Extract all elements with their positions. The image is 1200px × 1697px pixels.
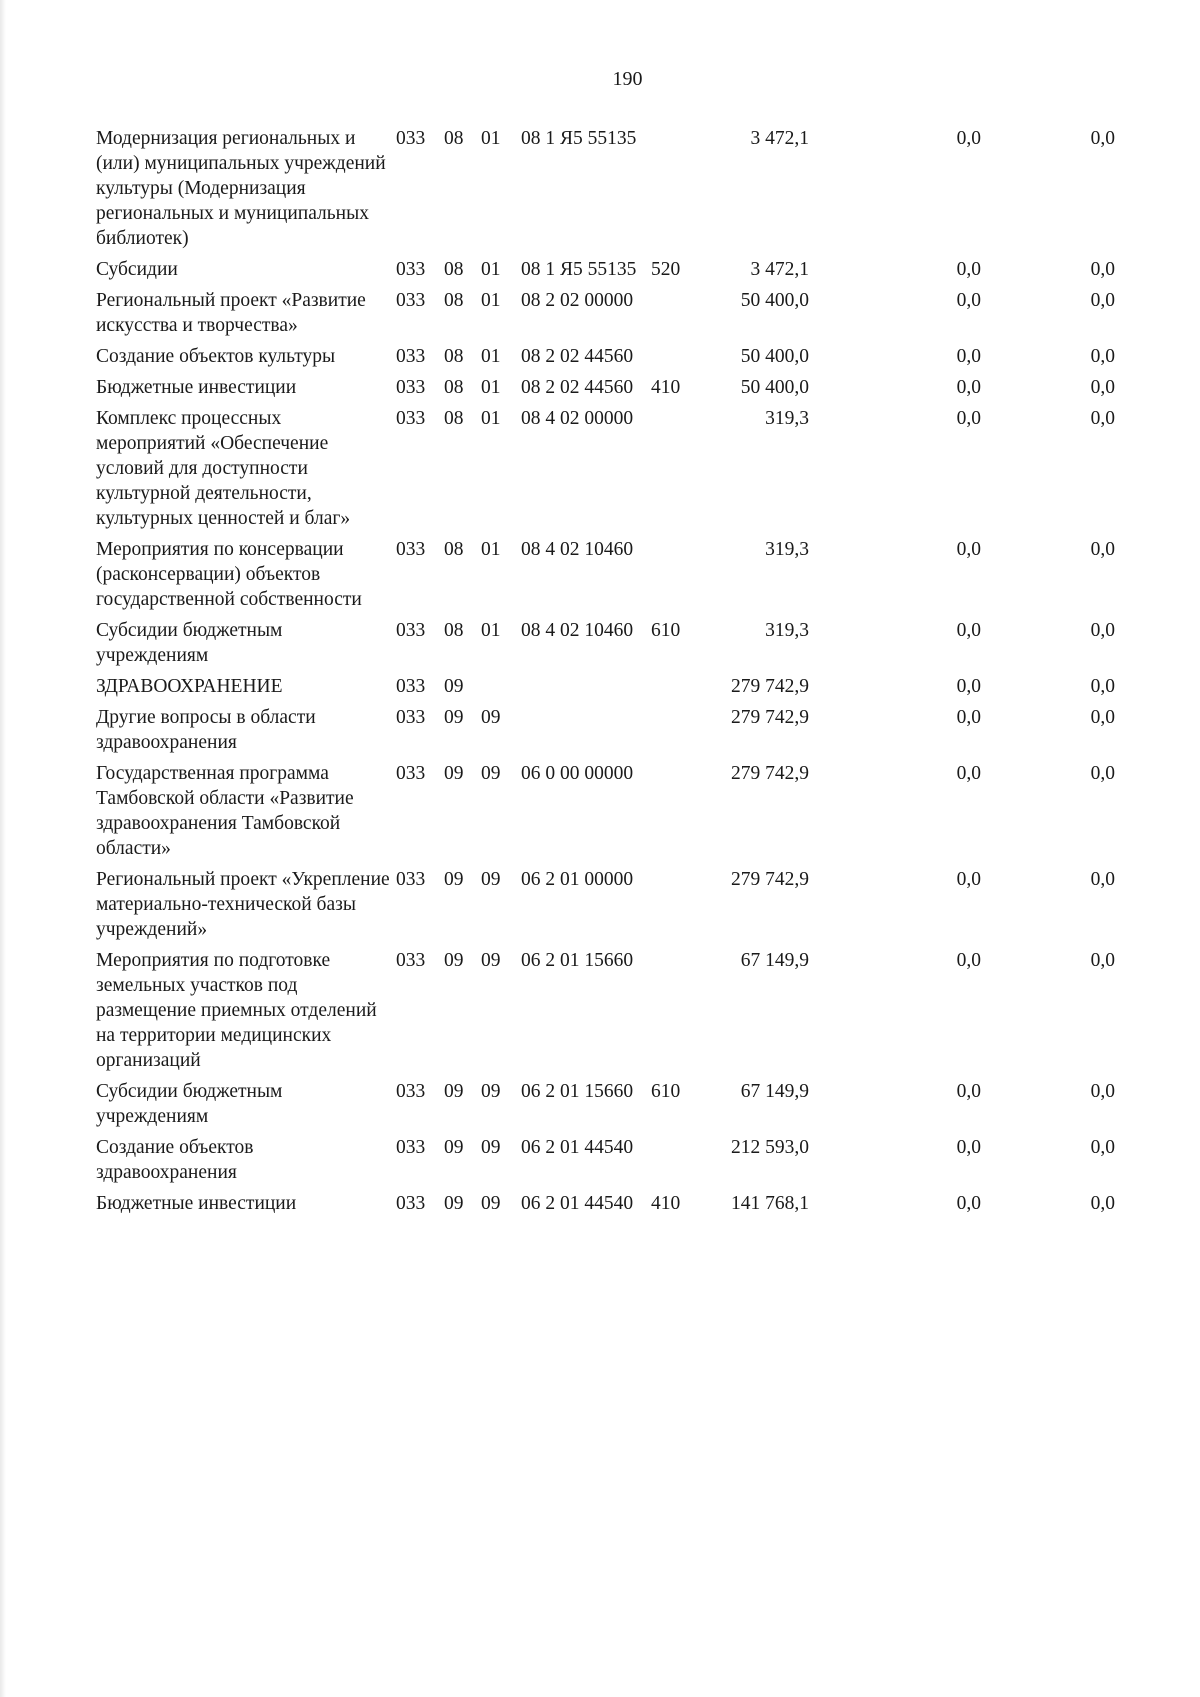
row-section-code: 09 bbox=[444, 1193, 464, 1214]
row-section-code: 09 bbox=[444, 950, 464, 971]
row-amount-3: 0,0 bbox=[1090, 259, 1115, 280]
row-target-code: 08 2 02 44560 bbox=[521, 377, 634, 398]
row-section-code: 08 bbox=[444, 377, 464, 398]
row-section-code: 08 bbox=[444, 128, 464, 149]
row-target-code bbox=[521, 705, 651, 755]
row-name: Региональный проект «Укрепление материально-технической базы учреждений» bbox=[96, 869, 390, 940]
row-subsection-code: 01 bbox=[481, 346, 501, 367]
row-amount-2: 0,0 bbox=[956, 377, 981, 398]
row-amount-3: 0,0 bbox=[1090, 290, 1115, 311]
table-row bbox=[96, 948, 1176, 1073]
row-ministry-code: 033 bbox=[396, 259, 426, 280]
row-amount-3: 0,0 bbox=[1090, 620, 1115, 641]
row-section-code: 09 bbox=[444, 676, 464, 697]
row-section-code: 09 bbox=[444, 763, 464, 784]
row-subsection-code: 01 bbox=[481, 539, 501, 560]
row-ministry-code: 033 bbox=[396, 950, 426, 971]
row-target-code: 06 0 00 00000 bbox=[521, 763, 634, 784]
row-section-code: 09 bbox=[444, 869, 464, 890]
row-name: Бюджетные инвестиции bbox=[96, 1193, 297, 1214]
row-amount-3: 0,0 bbox=[1090, 763, 1115, 784]
row-expense-type-code bbox=[651, 537, 701, 612]
row-target-code: 08 4 02 10460 bbox=[521, 539, 634, 560]
row-expense-type-code: 410 bbox=[651, 1193, 681, 1214]
row-amount-1: 279 742,9 bbox=[731, 869, 809, 890]
row-expense-type-code bbox=[651, 674, 701, 699]
row-amount-1: 319,3 bbox=[765, 408, 809, 429]
row-amount-2: 0,0 bbox=[956, 290, 981, 311]
row-target-code bbox=[521, 674, 651, 699]
row-ministry-code: 033 bbox=[396, 1137, 426, 1158]
row-subsection-code: 09 bbox=[481, 869, 501, 890]
row-ministry-code: 033 bbox=[396, 707, 426, 728]
table-row bbox=[96, 1191, 1176, 1216]
row-name: Мероприятия по подготовке земельных участков под размещение приемных отделений на территории медицинских организаций bbox=[96, 950, 377, 1071]
row-subsection-code: 09 bbox=[481, 1193, 501, 1214]
row-expense-type-code bbox=[651, 705, 701, 755]
row-amount-3: 0,0 bbox=[1090, 346, 1115, 367]
row-section-code: 09 bbox=[444, 1081, 464, 1102]
row-name: Бюджетные инвестиции bbox=[96, 377, 297, 398]
row-section-code: 09 bbox=[444, 1137, 464, 1158]
row-name: Модернизация региональных и (или) муниципальных учреждений культуры (Модернизация региональных и муниципальных библиотек) bbox=[96, 128, 386, 249]
row-ministry-code: 033 bbox=[396, 676, 426, 697]
row-amount-2: 0,0 bbox=[956, 707, 981, 728]
row-amount-1: 3 472,1 bbox=[750, 259, 809, 280]
row-expense-type-code bbox=[651, 288, 701, 338]
row-target-code: 06 2 01 15660 bbox=[521, 950, 634, 971]
table-row bbox=[96, 674, 1176, 699]
table-row bbox=[96, 1079, 1176, 1129]
row-amount-3: 0,0 bbox=[1090, 539, 1115, 560]
row-amount-1: 3 472,1 bbox=[750, 128, 809, 149]
row-amount-1: 50 400,0 bbox=[740, 290, 809, 311]
row-ministry-code: 033 bbox=[396, 539, 426, 560]
row-name: Мероприятия по консервации (расконсервации) объектов государственной собственности bbox=[96, 539, 362, 610]
row-ministry-code: 033 bbox=[396, 869, 426, 890]
row-section-code: 08 bbox=[444, 346, 464, 367]
row-name: Другие вопросы в области здравоохранения bbox=[96, 707, 316, 753]
row-ministry-code: 033 bbox=[396, 128, 426, 149]
row-ministry-code: 033 bbox=[396, 1193, 426, 1214]
row-expense-type-code bbox=[651, 406, 701, 531]
row-amount-3: 0,0 bbox=[1090, 869, 1115, 890]
row-name: Создание объектов культуры bbox=[96, 346, 336, 367]
row-amount-1: 50 400,0 bbox=[740, 377, 809, 398]
row-ministry-code: 033 bbox=[396, 377, 426, 398]
table-row bbox=[96, 1135, 1176, 1185]
row-subsection-code bbox=[481, 674, 521, 699]
row-subsection-code: 01 bbox=[481, 620, 501, 641]
row-target-code: 08 4 02 00000 bbox=[521, 408, 634, 429]
row-amount-3: 0,0 bbox=[1090, 707, 1115, 728]
row-target-code: 08 1 Я5 55135 bbox=[521, 259, 637, 280]
row-expense-type-code: 410 bbox=[651, 377, 681, 398]
row-section-code: 09 bbox=[444, 707, 464, 728]
row-subsection-code: 01 bbox=[481, 259, 501, 280]
row-expense-type-code: 610 bbox=[651, 1081, 681, 1102]
table-row bbox=[96, 375, 1176, 400]
row-ministry-code: 033 bbox=[396, 1081, 426, 1102]
row-subsection-code: 01 bbox=[481, 377, 501, 398]
row-amount-1: 212 593,0 bbox=[731, 1137, 809, 1158]
row-section-code: 08 bbox=[444, 620, 464, 641]
table-row bbox=[96, 288, 1176, 338]
row-target-code: 08 1 Я5 55135 bbox=[521, 128, 637, 149]
row-target-code: 06 2 01 00000 bbox=[521, 869, 634, 890]
row-section-code: 08 bbox=[444, 408, 464, 429]
row-expense-type-code bbox=[651, 761, 701, 861]
row-subsection-code: 01 bbox=[481, 128, 501, 149]
row-expense-type-code bbox=[651, 126, 701, 251]
row-amount-1: 141 768,1 bbox=[731, 1193, 809, 1214]
row-expense-type-code: 520 bbox=[651, 259, 681, 280]
table-row bbox=[96, 537, 1176, 612]
row-amount-3: 0,0 bbox=[1090, 408, 1115, 429]
row-amount-3: 0,0 bbox=[1090, 1193, 1115, 1214]
row-ministry-code: 033 bbox=[396, 346, 426, 367]
row-amount-2: 0,0 bbox=[956, 1137, 981, 1158]
row-amount-3: 0,0 bbox=[1090, 950, 1115, 971]
row-target-code: 08 2 02 00000 bbox=[521, 290, 634, 311]
row-name: Субсидии бюджетным учреждениям bbox=[96, 620, 283, 666]
row-amount-3: 0,0 bbox=[1090, 128, 1115, 149]
row-amount-3: 0,0 bbox=[1090, 377, 1115, 398]
row-ministry-code: 033 bbox=[396, 620, 426, 641]
row-expense-type-code bbox=[651, 867, 701, 942]
row-amount-1: 319,3 bbox=[765, 620, 809, 641]
row-name: ЗДРАВООХРАНЕНИЕ bbox=[96, 676, 283, 697]
row-amount-1: 319,3 bbox=[765, 539, 809, 560]
table-row bbox=[96, 705, 1176, 755]
row-expense-type-code bbox=[651, 1135, 701, 1185]
table-row bbox=[96, 257, 1176, 282]
table-row bbox=[96, 618, 1176, 668]
row-amount-2: 0,0 bbox=[956, 1193, 981, 1214]
table-row bbox=[96, 344, 1176, 369]
row-target-code: 06 2 01 44540 bbox=[521, 1137, 634, 1158]
row-expense-type-code bbox=[651, 948, 701, 1073]
row-amount-2: 0,0 bbox=[956, 346, 981, 367]
row-expense-type-code: 610 bbox=[651, 620, 681, 641]
row-target-code: 06 2 01 44540 bbox=[521, 1193, 634, 1214]
row-name: Создание объектов здравоохранения bbox=[96, 1137, 254, 1183]
row-target-code: 06 2 01 15660 bbox=[521, 1081, 634, 1102]
row-expense-type-code bbox=[651, 344, 701, 369]
row-name: Государственная программа Тамбовской области «Развитие здравоохранения Тамбовской области» bbox=[96, 763, 354, 859]
page-number: 190 bbox=[612, 68, 643, 90]
row-amount-2: 0,0 bbox=[956, 128, 981, 149]
row-name: Региональный проект «Развитие искусства и творчества» bbox=[96, 290, 366, 336]
row-amount-2: 0,0 bbox=[956, 950, 981, 971]
row-amount-1: 50 400,0 bbox=[740, 346, 809, 367]
table-row bbox=[96, 867, 1176, 942]
row-amount-1: 279 742,9 bbox=[731, 676, 809, 697]
row-name: Субсидии бюджетным учреждениям bbox=[96, 1081, 283, 1127]
row-section-code: 08 bbox=[444, 290, 464, 311]
row-target-code: 08 4 02 10460 bbox=[521, 620, 634, 641]
row-amount-1: 279 742,9 bbox=[731, 707, 809, 728]
row-target-code: 08 2 02 44560 bbox=[521, 346, 634, 367]
row-name: Комплекс процессных мероприятий «Обеспечение условий для доступности культурной деятельности, культурных ценностей и благ» bbox=[96, 408, 351, 529]
row-amount-2: 0,0 bbox=[956, 676, 981, 697]
row-subsection-code: 09 bbox=[481, 1081, 501, 1102]
row-amount-2: 0,0 bbox=[956, 620, 981, 641]
row-amount-2: 0,0 bbox=[956, 259, 981, 280]
table-row bbox=[96, 761, 1176, 861]
table-row bbox=[96, 406, 1176, 531]
row-amount-3: 0,0 bbox=[1090, 676, 1115, 697]
row-amount-3: 0,0 bbox=[1090, 1081, 1115, 1102]
row-amount-2: 0,0 bbox=[956, 869, 981, 890]
row-subsection-code: 09 bbox=[481, 950, 501, 971]
row-amount-1: 67 149,9 bbox=[740, 950, 809, 971]
row-amount-2: 0,0 bbox=[956, 763, 981, 784]
row-amount-2: 0,0 bbox=[956, 408, 981, 429]
row-ministry-code: 033 bbox=[396, 408, 426, 429]
row-ministry-code: 033 bbox=[396, 290, 426, 311]
row-subsection-code: 09 bbox=[481, 1137, 501, 1158]
row-subsection-code: 01 bbox=[481, 408, 501, 429]
budget-table bbox=[96, 126, 1176, 1222]
row-amount-2: 0,0 bbox=[956, 539, 981, 560]
table-row bbox=[96, 126, 1176, 251]
row-name: Субсидии bbox=[96, 259, 178, 280]
row-amount-3: 0,0 bbox=[1090, 1137, 1115, 1158]
row-subsection-code: 09 bbox=[481, 707, 501, 728]
row-amount-1: 279 742,9 bbox=[731, 763, 809, 784]
row-ministry-code: 033 bbox=[396, 763, 426, 784]
scan-edge bbox=[0, 0, 6, 1697]
row-subsection-code: 09 bbox=[481, 763, 501, 784]
row-section-code: 08 bbox=[444, 539, 464, 560]
row-section-code: 08 bbox=[444, 259, 464, 280]
row-amount-1: 67 149,9 bbox=[740, 1081, 809, 1102]
row-amount-2: 0,0 bbox=[956, 1081, 981, 1102]
row-subsection-code: 01 bbox=[481, 290, 501, 311]
